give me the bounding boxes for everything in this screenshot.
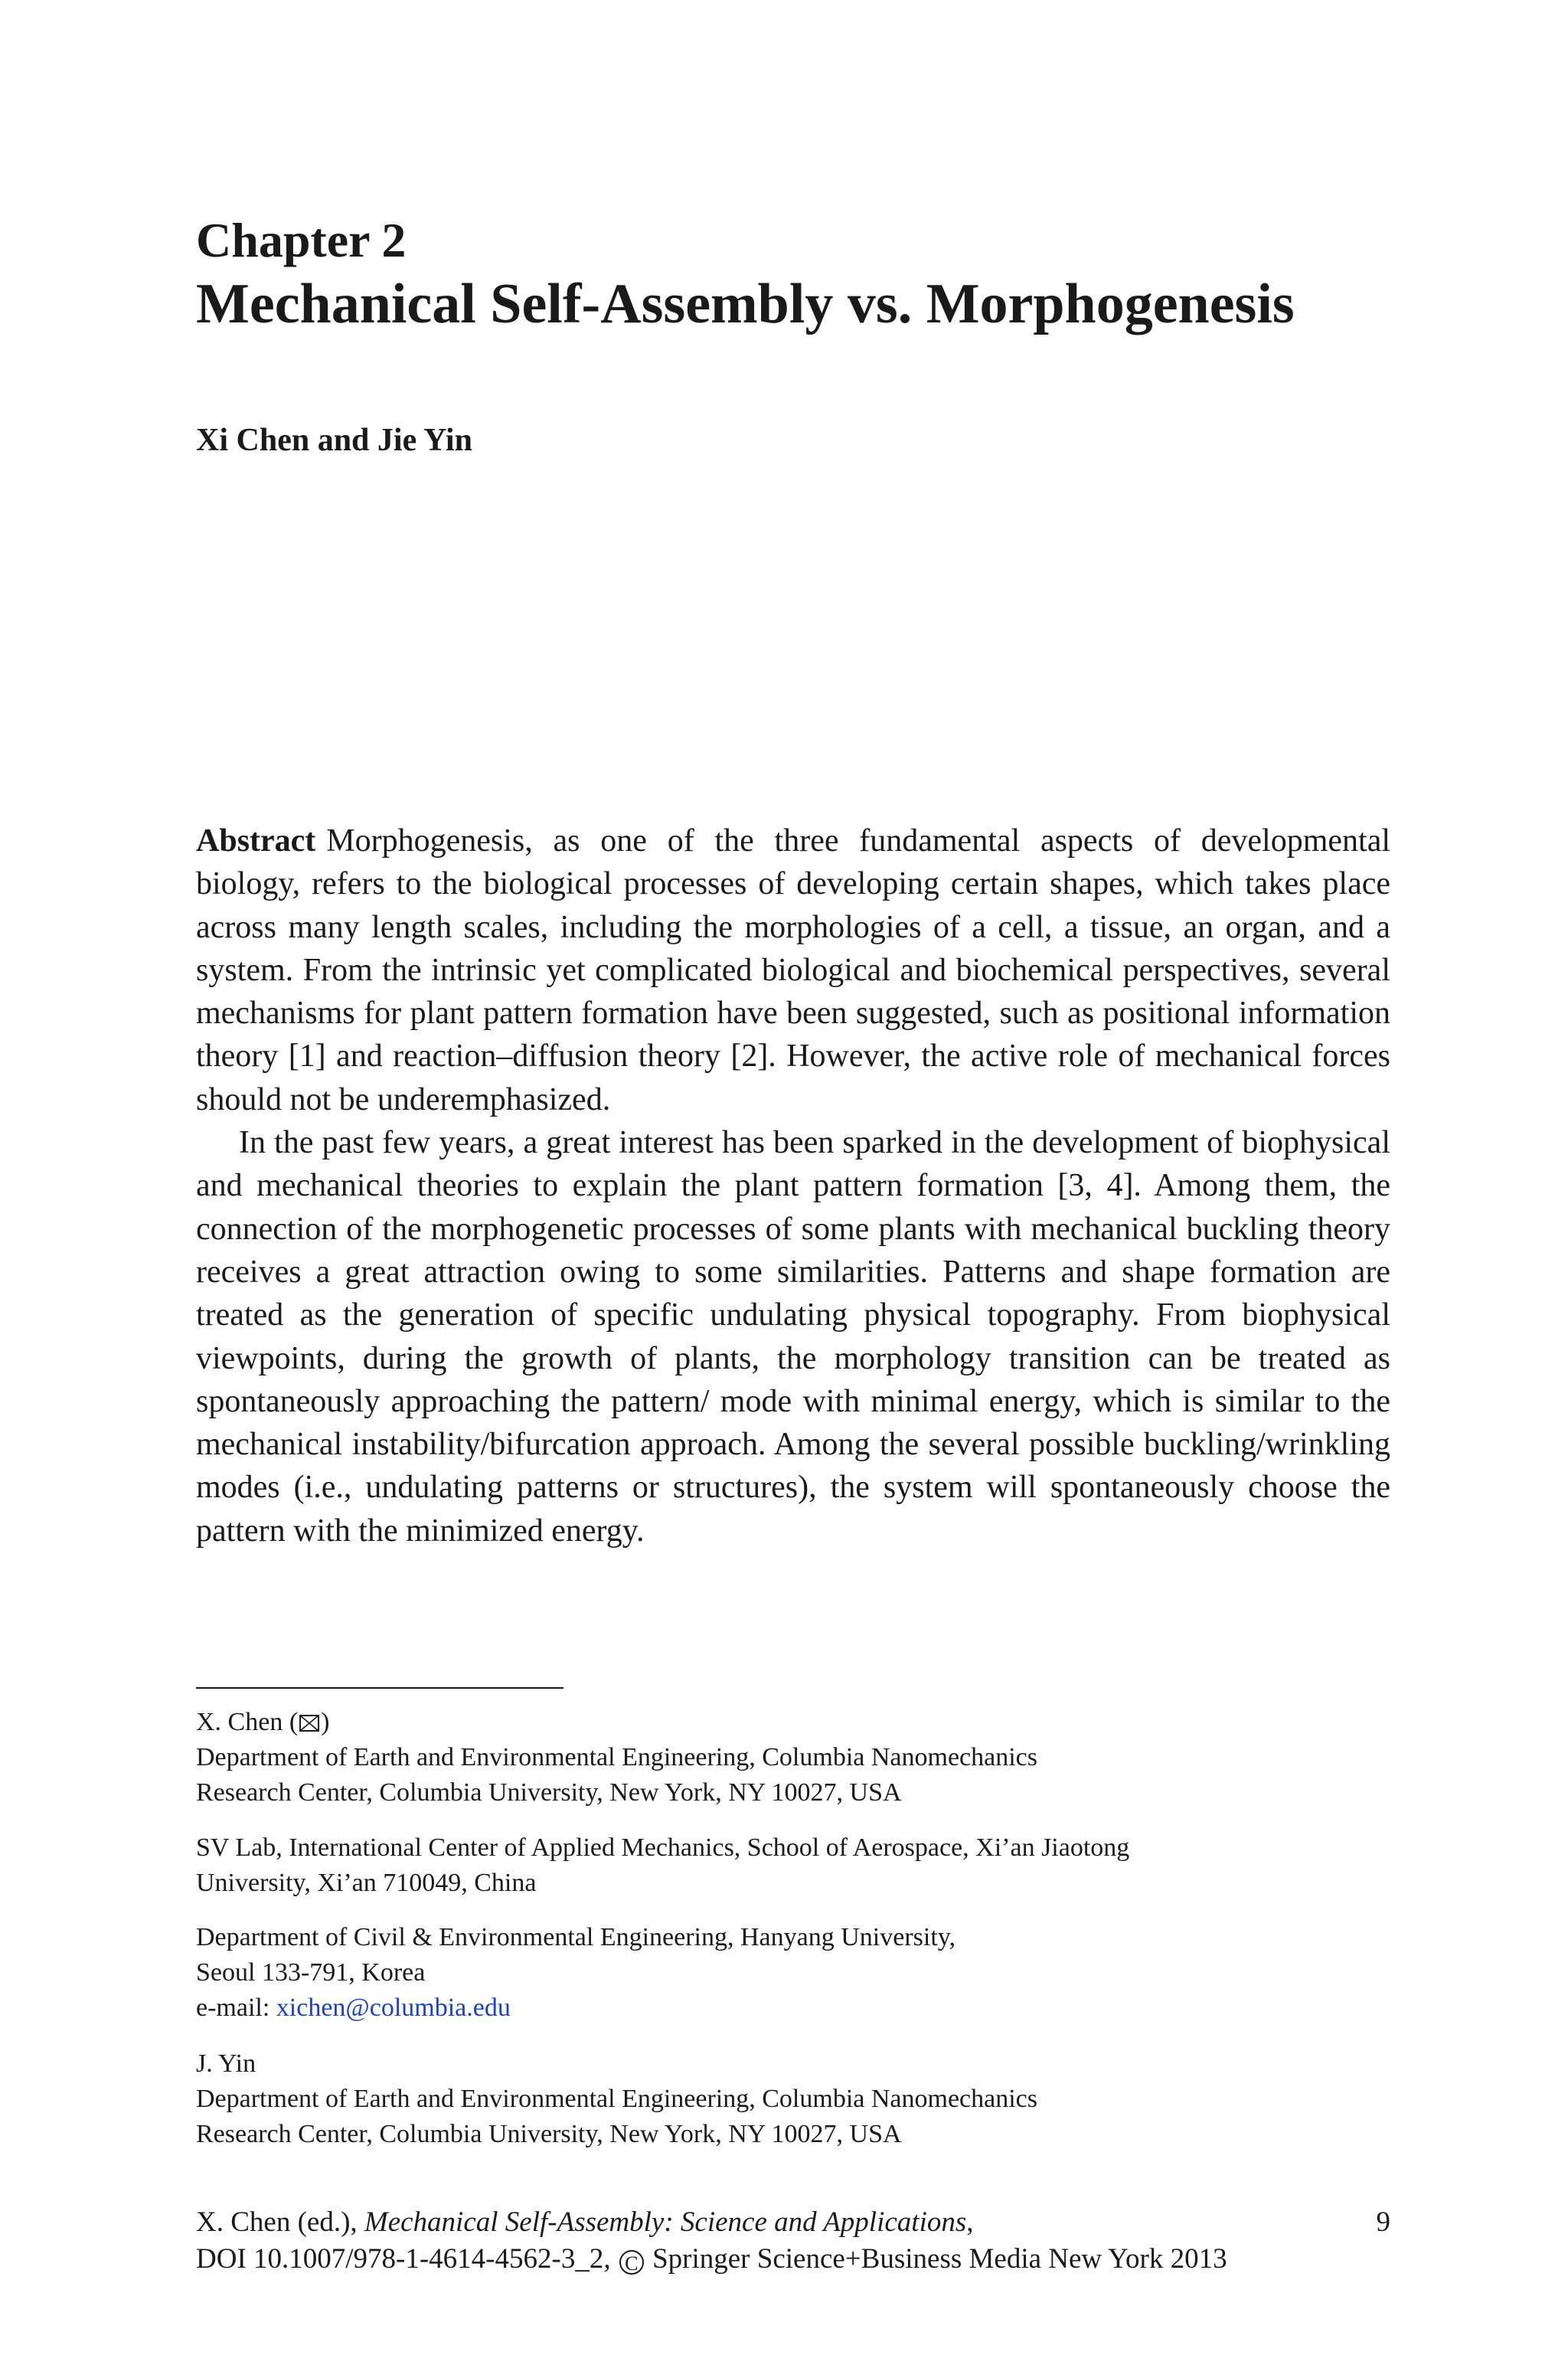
footer-book-title: Mechanical Self-Assembly: Science and Applications [364, 2206, 967, 2238]
abstract-paragraph-1 [196, 819, 1390, 1121]
author-yin-name: J. Yin [196, 2049, 256, 2078]
authors: Xi Chen and Jie Yin [196, 423, 472, 458]
abstract-paragraph-1-text: Morphogenesis, as one of the three fundamental aspects of developmental biology, refers to the biological processes of developing certain shapes, which takes place across many length scales, including the morphologies of a cell, a tissue, an organ, and a system. From the intrinsic yet complicated biological and biochemical perspectives, several mechanisms for plant pattern formation have been suggested, such as positional information theory [1] and reaction–diffusion theory [2]. However, the active role of mechanical forces should not be underemphasized. [196, 823, 1390, 1117]
chen-affil-2-line-2: University, Xi’an 710049, China [196, 1869, 537, 1897]
page-number: 9 [1376, 2206, 1390, 2238]
email-label: e-mail: [196, 1994, 276, 2022]
email-line [196, 1990, 1390, 2026]
footer-line-2 [196, 2241, 1390, 2278]
chen-affil-3-line-1: Department of Civil & Environmental Engineering, Hanyang University, [196, 1923, 956, 1951]
page [196, 0, 1390, 2378]
email-link[interactable]: xichen@columbia.edu [276, 1994, 511, 2022]
abstract-paragraph-2: In the past few years, a great interest has been sparked in the development of biophysical and mechanical theories to explain the plant pattern formation [3, 4]. Among them, the connection of the morphogenetic processes of some plants with mechanical buckling theory receives a great attraction owing to some similarities. Patterns and shape formation are treated as the generation of specific undulating physical topography. From biophysical viewpoints, during the growth of plants, the morphology transition can be treated as spontaneously approaching the pattern/ mode with minimal energy, which is similar to the mechanical instability/bifurcation approach. Among the several possible buckling/wrinkling modes (i.e., undulating patterns or structures), the system will spontaneously choose the pattern with the minimized energy. [196, 1125, 1390, 1549]
footer-publisher: Springer Science+Business Media New York 2013 [645, 2243, 1227, 2275]
chen-affil-3-line-2: Seoul 133-791, Korea [196, 1958, 426, 1987]
chapter-label: Chapter 2 [196, 213, 407, 267]
affiliation-yin [196, 2046, 1390, 2152]
footnote-rule [196, 1687, 564, 1689]
footer [196, 2204, 1390, 2278]
yin-affil-line-1: Department of Earth and Environmental Engineering, Columbia Nanomechanics [196, 2085, 1037, 2113]
abstract-label: Abstract [196, 823, 316, 859]
footer-doi: DOI 10.1007/978-1-4614-4562-3_2, [196, 2243, 618, 2275]
chen-affil-1-line-1: Department of Earth and Environmental Engineering, Columbia Nanomechanics [196, 1743, 1037, 1771]
footer-comma: , [966, 2206, 974, 2238]
affiliation-chen-3 [196, 1920, 1390, 2026]
copyright-icon: C [619, 2250, 644, 2275]
chapter-title: Mechanical Self-Assembly vs. Morphogenesis [196, 273, 1295, 335]
abstract [196, 819, 1390, 1552]
envelope-icon [299, 1715, 319, 1732]
chen-affil-2-line-1: SV Lab, International Center of Applied Mechanics, School of Aerospace, Xi’an Jiaotong [196, 1833, 1130, 1862]
footer-editor: X. Chen (ed.), [196, 2206, 364, 2238]
yin-affil-line-2: Research Center, Columbia University, New York, NY 10027, USA [196, 2120, 902, 2148]
footer-line-1 [196, 2204, 1390, 2241]
affiliation-chen-name [196, 1705, 1390, 1810]
chen-affil-1-line-2: Research Center, Columbia University, New York, NY 10027, USA [196, 1778, 902, 1807]
affiliation-chen-2 [196, 1830, 1390, 1901]
author-chen-name-close: ) [321, 1708, 330, 1736]
author-chen-name: X. Chen ( [196, 1708, 299, 1736]
